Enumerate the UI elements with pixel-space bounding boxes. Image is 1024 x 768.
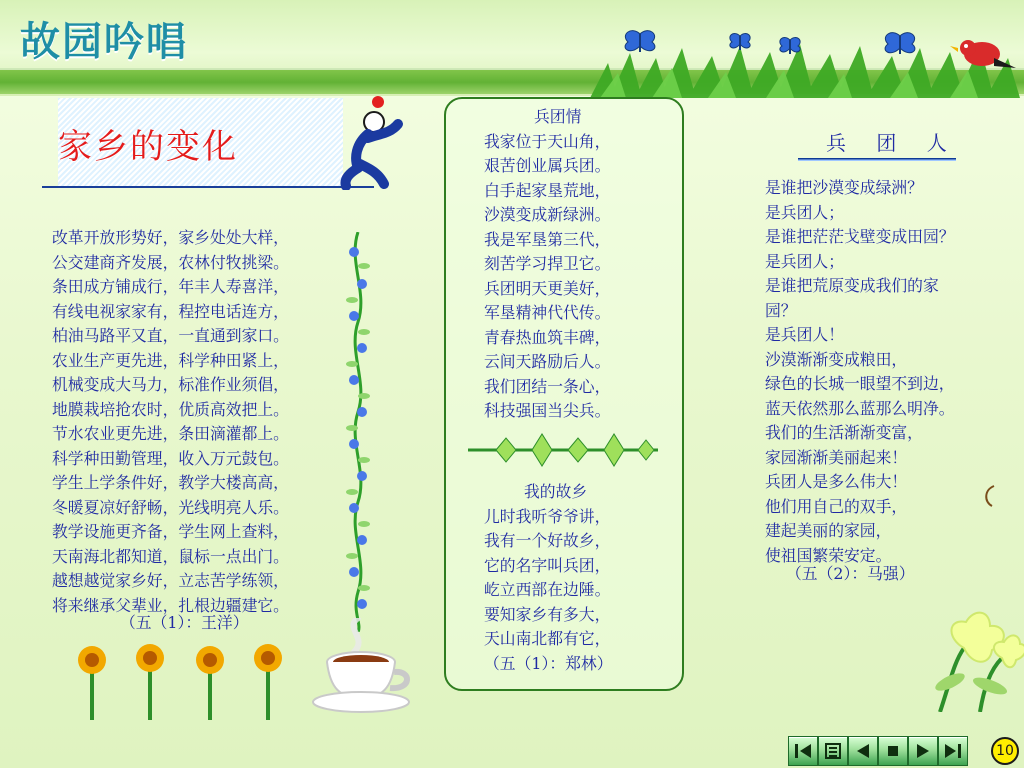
previous-button[interactable]	[848, 736, 878, 766]
poem-line: 军垦精神代代传。	[484, 303, 611, 322]
poem-line: 天山南北都有它，	[484, 629, 611, 648]
poem-line: 儿时我听爷爷讲，	[484, 506, 611, 526]
poem-line: 是谁把茫茫戈壁变成田园？	[765, 227, 955, 246]
poem-line: 兵团明天更美好，	[484, 278, 611, 298]
section-title: 家乡的变化	[58, 126, 238, 167]
poem-line: 冬暖夏凉好舒畅，光线明亮人乐。	[52, 497, 289, 517]
teacup-icon	[306, 618, 416, 718]
poem-line: 云间天路励后人。	[484, 352, 611, 371]
poem-line: 地膜栽培抢农时，优质高效把上。	[52, 399, 289, 419]
poem-author: （五（1）：王洋）	[120, 613, 249, 632]
poem-line: 家园渐渐美丽起来！	[765, 447, 908, 467]
poem-line: 白手起家垦荒地，	[484, 180, 611, 200]
poem-line: 农业生产更先进，科学种田紧上，	[52, 350, 289, 370]
poem-line: 公交建商齐发展，农林付牧挑梁。	[52, 252, 289, 272]
page-number-badge: 10	[991, 737, 1019, 765]
left-poem	[52, 226, 289, 618]
stop-icon	[883, 741, 903, 761]
page-title: 故园吟唱	[20, 19, 188, 65]
poem-line: 使祖国繁荣安定。	[765, 545, 892, 565]
poem-line: 我有一个好故乡，	[484, 531, 611, 550]
poem-line: 它的名字叫兵团，	[484, 555, 611, 575]
poem-line: 沙漠渐渐变成粮田，	[765, 349, 908, 369]
right-poem	[765, 176, 955, 568]
poem-line: 青春热血筑丰碑，	[484, 327, 611, 347]
play-left-icon	[853, 741, 873, 761]
next-button[interactable]	[908, 736, 938, 766]
section-title-box	[58, 98, 343, 188]
poem-line: 天南海北都知道，鼠标一点出门。	[52, 546, 289, 566]
poem-line: 条田成方铺成行，年丰人寿喜洋，	[52, 277, 289, 296]
poem-line: 科学种田勤管理，收入万元鼓包。	[52, 448, 289, 468]
butterfly-icon	[780, 38, 800, 54]
butterfly-icon	[885, 33, 915, 54]
poem-line: 我们团结一条心，	[484, 376, 611, 396]
poem-author: （五（1）：郑林）	[484, 653, 613, 673]
poem-line: 是兵团人；	[765, 202, 844, 222]
butterfly-icon	[730, 34, 750, 50]
dancer-icon	[338, 94, 408, 190]
poem-line: 学生上学条件好，教学大楼高高，	[52, 473, 289, 492]
poem-line: 他们用自己的双手，	[765, 496, 908, 516]
stop-button[interactable]	[878, 736, 908, 766]
skip-last-icon	[943, 741, 963, 761]
poem-line: 园？	[765, 300, 797, 320]
poem-line: 蓝天依然那么蓝那么明净。	[765, 398, 955, 418]
poem-line: 是兵团人！	[765, 325, 844, 344]
poem-line: 有线电视家家有，程控电话连方，	[52, 301, 289, 321]
poem-line: 刻苦学习捍卫它。	[484, 254, 611, 273]
center-poem-2	[484, 480, 613, 676]
menu-icon	[823, 741, 843, 761]
butterfly-icon	[625, 31, 655, 52]
navigation-toolbar	[788, 736, 970, 766]
curl-decoration	[980, 484, 1000, 508]
poem-line: 是谁把荒原变成我们的家	[765, 276, 939, 295]
poem-line: 是兵团人；	[765, 251, 844, 271]
poem-line: 我是军垦第三代，	[484, 229, 611, 249]
sunflowers-decoration	[70, 630, 310, 720]
poem-line: 柏油马路平又直，一直通到家口。	[52, 326, 289, 345]
poem-line: 教学设施更齐备，学生网上查料，	[52, 522, 289, 541]
poem-line: 是谁把沙漠变成绿洲？	[765, 178, 923, 197]
grass-decoration	[590, 28, 1020, 98]
poem-line: 越想越觉家乡好，立志苦学练领，	[52, 571, 289, 590]
center-poem-1	[484, 105, 610, 424]
flower-vine-decoration	[344, 232, 372, 632]
poem-title: 兵团情	[534, 107, 582, 126]
poem-line: 建起美丽的家园，	[765, 521, 892, 540]
poem-line: 机械变成大马力，标准作业须倡，	[52, 375, 289, 394]
diamond-separator-decoration	[468, 430, 658, 470]
poem-line: 要知家乡有多大，	[484, 604, 611, 624]
poem-line: 绿色的长城一眼望不到边，	[765, 374, 955, 393]
section-underline	[42, 186, 374, 188]
poem-line: 将来继承父辈业，扎根边疆建它。	[52, 595, 289, 615]
lily-flower-decoration	[920, 592, 1024, 712]
menu-button[interactable]	[818, 736, 848, 766]
poem-line: 兵团人是多么伟大！	[765, 472, 908, 491]
poem-line: 节水农业更先进，条田滴灌都上。	[52, 424, 289, 443]
right-heading: 兵 团 人	[826, 131, 959, 155]
poem-line: 改革开放形势好，家乡处处大样，	[52, 228, 289, 247]
poem-author: （五（2）：马强）	[786, 564, 915, 583]
poem-line: 艰苦创业属兵团。	[484, 156, 611, 175]
poem-line: 我家位于天山角，	[484, 131, 611, 151]
play-right-icon	[913, 741, 933, 761]
last-page-button[interactable]	[938, 736, 968, 766]
poem-line: 沙漠变成新绿洲。	[484, 205, 611, 224]
poem-title: 我的故乡	[524, 482, 588, 501]
poem-line: 科技强国当尖兵。	[484, 401, 611, 420]
skip-first-icon	[793, 741, 813, 761]
right-heading-underline	[798, 158, 956, 161]
first-page-button[interactable]	[788, 736, 818, 766]
bird-icon	[950, 40, 1016, 68]
poem-line: 屹立西部在边陲。	[484, 580, 611, 599]
poem-line: 我们的生活渐渐变富，	[765, 423, 923, 442]
